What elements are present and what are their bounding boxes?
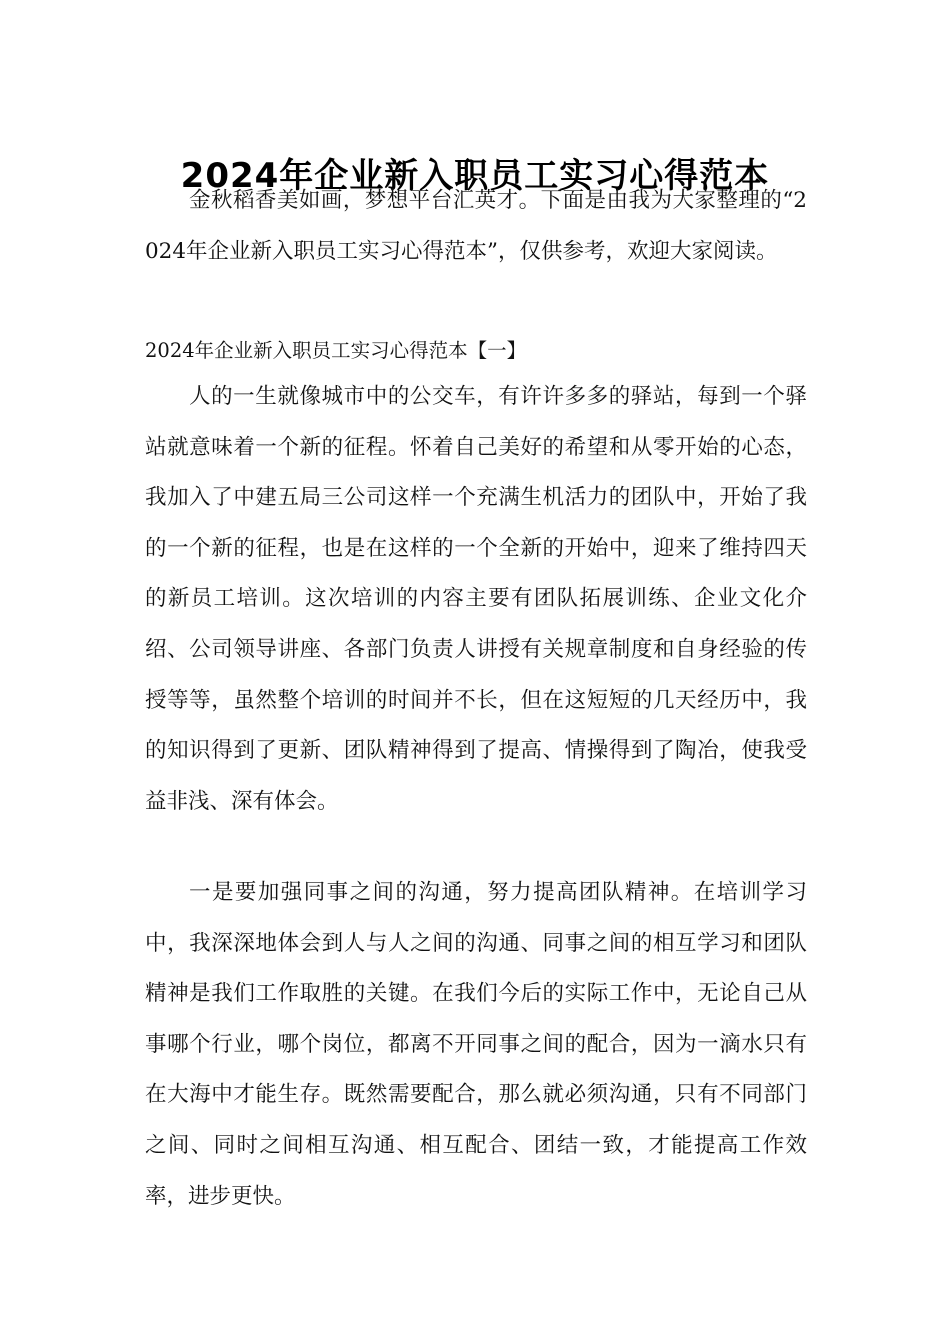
body-paragraph-1: 人的一生就像城市中的公交车，有许许多多的驿站，每到一个驿站就意味着一个新的征程。怀着自己美好的希望和从零开始的心态，我加入了中建五局三公司这样一个充满生机活力的团队中，开始了我的一个新的征程，也是在这样的一个全新的开始中，迎来了维持四天的新员工培训。这次培训的内容主要有团队拓展训练、企业文化介绍、公司领导讲座、各部门负责人讲授有关规章制度和自身经验的传授等等，虽然整个培训的时间并不长，但在这短短的几天经历中，我的知识得到了更新、团队精神得到了提高、情操得到了陶冶，使我受益非浅、深有体会。 <box>145 384 807 814</box>
section-heading: 2024年企业新入职员工实习心得范本【一】 <box>145 339 527 362</box>
document-title: 2024年企业新入职员工实习心得范本 <box>180 155 770 196</box>
intro-paragraph: 金秋稻香美如画，梦想平台汇英才。下面是由我为大家整理的“2024年企业新入职员工实习心得范本”，仅供参考，欢迎大家阅读。 <box>145 188 807 264</box>
body-paragraph-2: 一是要加强同事之间的沟通，努力提高团队精神。在培训学习中，我深深地体会到人与人之间的沟通、同事之间的相互学习和团队精神是我们工作取胜的关键。在我们今后的实际工作中，无论自己从事哪个行业，哪个岗位，都离不开同事之间的配合，因为一滴水只有在大海中才能生存。既然需要配合，那么就必须沟通，只有不同部门之间、同时之间相互沟通、相互配合、团结一致，才能提高工作效率，进步更快。 <box>145 880 807 1209</box>
